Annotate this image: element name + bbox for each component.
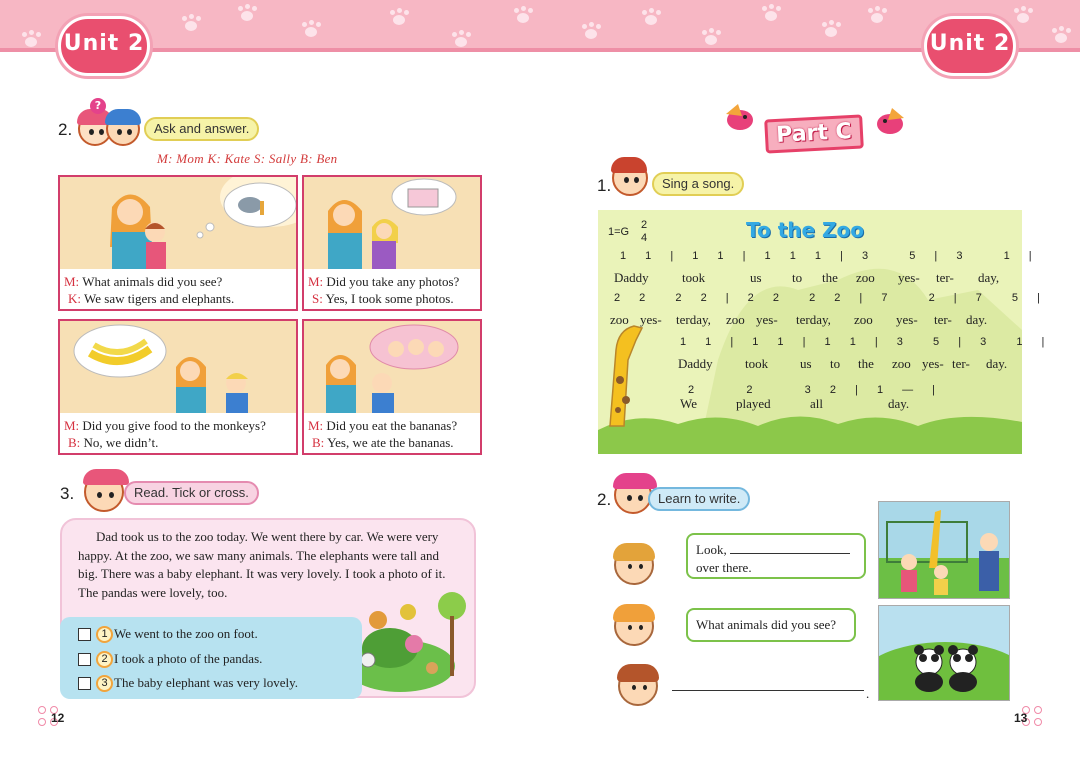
lyric-word-3-2: took (745, 356, 769, 371)
learn-to-write-label: Learn to write. (648, 487, 750, 511)
statement-3-text: The baby elephant was very lovely. (114, 675, 298, 690)
statement-2-number: 2 (96, 651, 113, 668)
panel-1-line-1: What animals did you see? (82, 274, 223, 289)
girl-speaker-icon (614, 606, 654, 646)
statement-1-checkbox[interactable] (78, 628, 91, 641)
question-mark-icon: ? (90, 98, 106, 114)
girl-reader-avatar-icon (84, 472, 124, 512)
lyric-word-2-2: yes- (640, 312, 662, 327)
panel-4-speaker-1: M: (308, 418, 324, 433)
statement-2-text: I took a photo of the pandas. (114, 651, 263, 666)
statement-3-checkbox[interactable] (78, 677, 91, 690)
bubble-1-end: over there. (696, 560, 752, 575)
paw-print-icon (640, 8, 662, 26)
panel-3-illustration (60, 321, 296, 413)
paw-print-icon (1012, 6, 1034, 24)
paw-print-icon (20, 30, 42, 48)
page-number-left: 12 (51, 711, 65, 725)
panel-1-speaker-2: K: (68, 291, 81, 306)
lyric-word-1-2: took (682, 270, 706, 285)
panel-1-speaker-1: M: (64, 274, 80, 289)
statement-2-checkbox[interactable] (78, 653, 91, 666)
lyric-word-2-1: zoo (610, 312, 629, 327)
song-sheet (598, 210, 1022, 454)
writer-avatar-icon (614, 476, 652, 514)
song-title: To the Zoo (746, 218, 864, 242)
bubble-2-text: What animals did you see? (696, 617, 837, 632)
time-signature-bottom: 4 (641, 232, 648, 244)
bird-left-icon (722, 100, 758, 134)
boy-speaker-icon (614, 545, 654, 585)
unit-label-left: Unit 2 (63, 31, 145, 56)
girl-answer-icon (618, 666, 658, 706)
paw-print-icon (1050, 26, 1072, 44)
panel-2-speaker-2: S: (312, 291, 323, 306)
paw-print-icon (236, 4, 258, 22)
lyric-word-1-1: Daddy (614, 270, 649, 285)
header-band (0, 0, 1080, 52)
statement-1-number: 1 (96, 626, 113, 643)
paw-print-icon (512, 6, 534, 24)
panel-2-text (308, 273, 459, 307)
lyric-word-2-10: day. (966, 312, 988, 327)
unit-badge-left (58, 16, 150, 76)
time-signature-top: 2 (641, 219, 648, 231)
lyric-word-2-4: zoo (726, 312, 745, 327)
lyric-word-3-1: Daddy (678, 356, 713, 371)
lyric-word-1-7: yes- (898, 270, 920, 285)
lyric-word-4-1: We (680, 396, 697, 411)
panel-3-speaker-2: B: (68, 435, 81, 450)
panel-2-speaker-1: M: (308, 274, 324, 289)
lyric-word-3-4: to (830, 356, 841, 371)
panel-2-line-1: Did you take any photos? (326, 274, 460, 289)
part-c-title: Part C (775, 119, 853, 148)
unit-label-right: Unit 2 (929, 31, 1011, 56)
paw-print-icon (760, 4, 782, 22)
lyric-word-2-7: zoo (854, 312, 873, 327)
speaker-legend: M: Mom K: Kate S: Sally B: Ben (157, 151, 338, 166)
panel-3-line-1: Did you give food to the monkeys? (82, 418, 266, 433)
lyric-word-4-4: day. (888, 396, 910, 411)
speech-bubble-2 (686, 608, 856, 642)
section-number-ask: 2. (58, 120, 73, 139)
bubble-1-word: Look, (696, 542, 727, 557)
notation-row-1: 1 1 | 1 1 | 1 1 1 | 3 5 | 3 1 | (620, 250, 1040, 262)
panel-3-text (64, 417, 266, 451)
singer-avatar-icon (612, 160, 648, 196)
answer-blank-line[interactable] (672, 690, 864, 691)
sing-a-song-label: Sing a song. (652, 172, 744, 196)
notation-row-3: 1 1 | 1 1 | 1 1 | 3 5 | 3 1 | (680, 336, 1053, 348)
bird-right-icon (872, 104, 908, 138)
lyric-word-4-3: all (810, 396, 823, 411)
part-c-banner (764, 114, 864, 153)
panel-2-line-2: Yes, I took some photos. (325, 291, 454, 306)
dialogue-panel-3 (58, 319, 298, 455)
lyric-word-1-9: day, (978, 270, 1000, 285)
lyric-word-3-8: ter- (952, 356, 970, 371)
section-number-write: 2. (597, 490, 612, 509)
section-number-sing: 1. (597, 176, 612, 195)
panel-1-text (64, 273, 234, 307)
section-number-read: 3. (60, 484, 75, 503)
paw-print-icon (450, 30, 472, 48)
paw-print-icon (580, 22, 602, 40)
paw-print-icon (700, 28, 722, 46)
reading-passage: Dad took us to the zoo today. We went there by car. We were very happy. At the zoo, we saw many animals. The elephants were tall and big. There was a baby elephant. It was very lovely. I took a photo of it. The pandas were lovely, too. (78, 529, 446, 600)
lyric-word-1-5: the (822, 270, 838, 285)
read-tick-cross-label: Read. Tick or cross. (124, 481, 259, 505)
lyric-word-1-3: us (750, 270, 762, 285)
panel-3-speaker-1: M: (64, 418, 80, 433)
panel-4-text (308, 417, 457, 451)
statement-1-text: We went to the zoo on foot. (114, 626, 258, 641)
page-number-right: 13 (1014, 711, 1028, 725)
paw-print-icon (866, 6, 888, 24)
lyric-word-2-3: terday, (676, 312, 711, 327)
panel-4-line-1: Did you eat the bananas? (326, 418, 458, 433)
zoo-giraffe-photo (878, 501, 1010, 599)
lyric-word-1-6: zoo (856, 270, 875, 285)
paw-print-icon (180, 14, 202, 32)
notation-row-4: 2 2 3 2 | 1 — | (688, 384, 944, 396)
header-band-edge (0, 48, 1080, 52)
lyric-word-3-3: us (800, 356, 812, 371)
speech-bubble-1 (686, 533, 866, 579)
lyric-word-4-2: played (736, 396, 771, 411)
panel-4-speaker-2: B: (312, 435, 325, 450)
lyric-word-3-5: the (858, 356, 874, 371)
boy-avatar-icon (106, 112, 140, 146)
statement-3-number: 3 (96, 675, 113, 692)
paw-print-icon (300, 20, 322, 38)
panel-3-line-2: No, we didn’t. (83, 435, 159, 450)
lyric-word-2-9: ter- (934, 312, 952, 327)
lyric-word-3-7: yes- (922, 356, 944, 371)
dialogue-panel-4 (302, 319, 482, 455)
dialogue-panel-2 (302, 175, 482, 311)
lyric-word-2-5: yes- (756, 312, 778, 327)
dialogue-panel-1 (58, 175, 298, 311)
lyric-word-1-4: to (792, 270, 803, 285)
notation-row-2: 2 2 2 2 | 2 2 2 2 | 7 2 | 7 5 | (614, 292, 1048, 304)
panel-4-illustration (304, 321, 480, 413)
panel-4-line-2: Yes, we ate the bananas. (327, 435, 454, 450)
song-key: 1=G (608, 226, 630, 238)
pandas-photo (878, 605, 1010, 701)
statements-box (60, 617, 362, 699)
lyric-word-1-8: ter- (936, 270, 954, 285)
lyric-word-3-6: zoo (892, 356, 911, 371)
lyric-word-3-9: day. (986, 356, 1008, 371)
panel-1-line-2: We saw tigers and elephants. (84, 291, 235, 306)
ask-and-answer-label: Ask and answer. (144, 117, 259, 141)
paw-print-icon (388, 8, 410, 26)
paw-print-icon (820, 20, 842, 38)
panel-1-illustration (60, 177, 296, 269)
lyric-word-2-6: terday, (796, 312, 831, 327)
answer-end-punctuation: . (866, 686, 870, 701)
bubble-1-blank[interactable] (730, 542, 850, 554)
panel-2-illustration (304, 177, 480, 269)
unit-badge-right (924, 16, 1016, 76)
zoo-silhouette-background (598, 210, 1022, 454)
lyric-word-2-8: yes- (896, 312, 918, 327)
